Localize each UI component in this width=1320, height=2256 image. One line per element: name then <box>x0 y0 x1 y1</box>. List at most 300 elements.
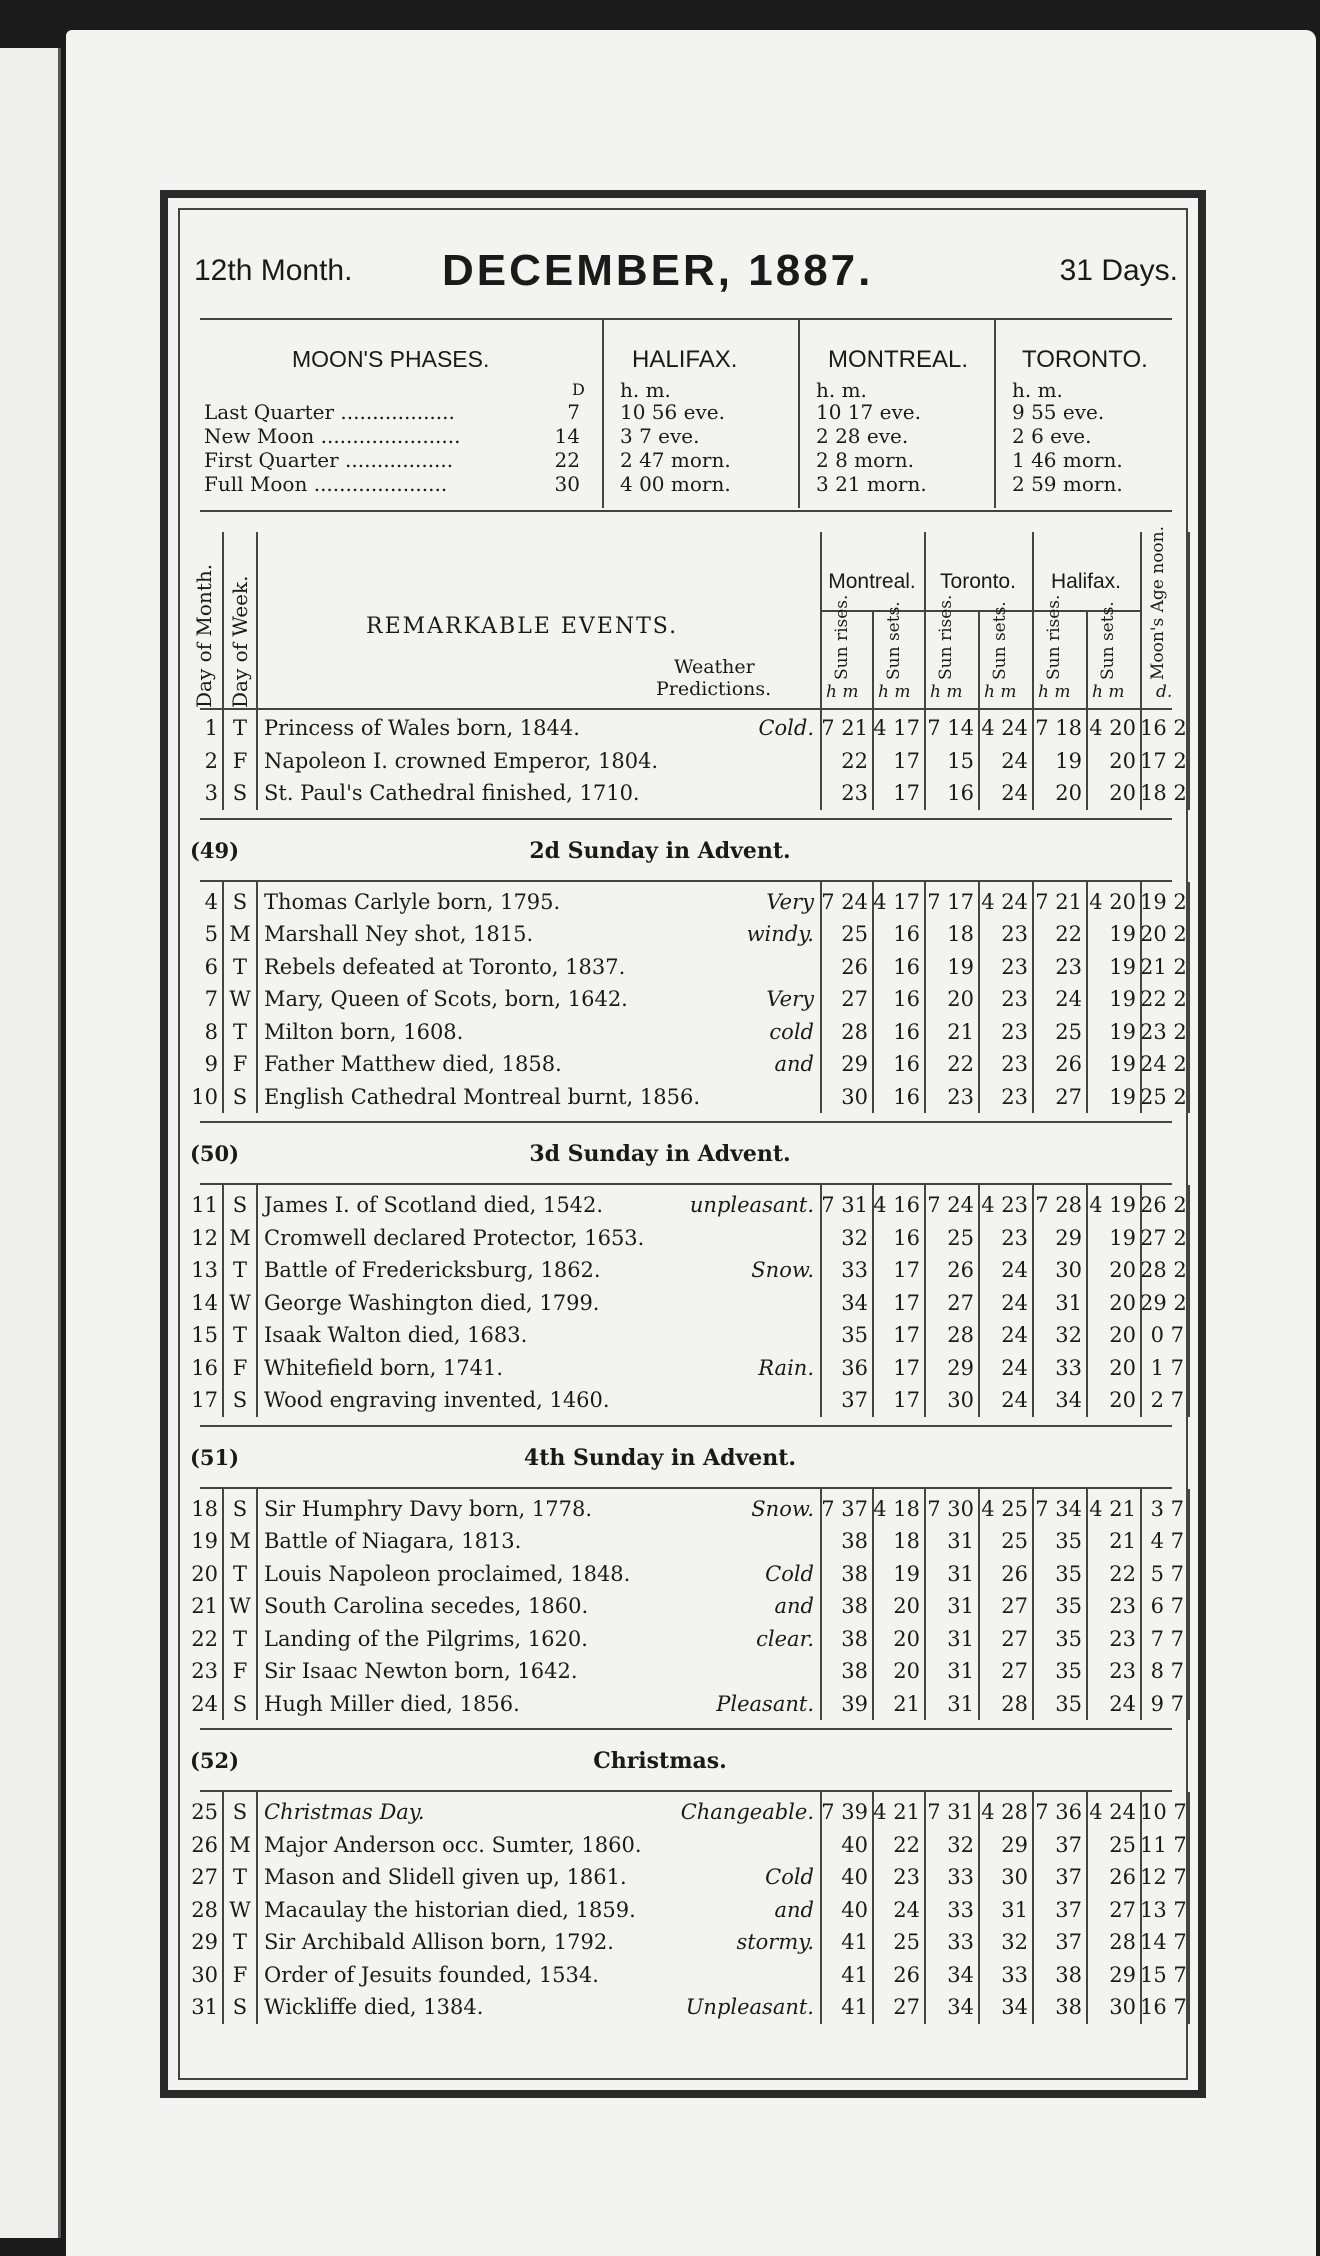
event-text: Rebels defeated at Toronto, 1837. <box>264 954 626 979</box>
page-title: DECEMBER, 1887. <box>442 246 874 295</box>
day-of-week: T <box>232 1865 247 1889</box>
time-cell-age: 26 2 <box>1140 1193 1187 1217</box>
table-row <box>180 1590 1196 1622</box>
time-cell-tr: 31 <box>947 1659 974 1683</box>
day-of-month: 28 <box>191 1897 218 1922</box>
row-col-line <box>1086 1489 1088 1721</box>
table-row <box>180 1959 1196 1991</box>
time-cell-mr: 7 37 <box>821 1496 868 1521</box>
time-cell-hs: 30 <box>1109 1995 1136 2019</box>
time-cell-ms: 16 <box>893 954 920 979</box>
time-cell-age: 28 2 <box>1140 1258 1187 1282</box>
time-cell-ms: 25 <box>893 1930 920 1954</box>
row-col-line <box>1032 1185 1034 1417</box>
row-col-line <box>924 1489 926 1721</box>
table-row <box>180 886 1196 918</box>
time-cell-mr: 27 <box>841 987 868 1011</box>
time-cell-hs: 19 <box>1109 1084 1136 1109</box>
time-cell-ts: 25 <box>1001 1529 1028 1553</box>
weather-prediction: Very <box>766 889 814 914</box>
sun-col-heading: Sun sets. <box>884 601 904 680</box>
time-cell-age: 6 7 <box>1150 1594 1184 1618</box>
time-cell-mr: 7 39 <box>821 1800 868 1824</box>
city-heading: Toronto. <box>940 570 1016 593</box>
day-of-week: M <box>229 1225 251 1250</box>
event-text: James I. of Scotland died, 1542. <box>264 1193 604 1217</box>
time-cell-hr: 35 <box>1055 1529 1082 1553</box>
time-cell-ms: 4 16 <box>873 1193 920 1217</box>
weather-prediction: Rain. <box>758 1355 814 1380</box>
week-number: (51) <box>190 1444 240 1470</box>
row-col-line <box>256 1489 258 1721</box>
time-cell-ts: 33 <box>1001 1962 1028 1987</box>
time-cell-hr: 7 34 <box>1035 1496 1082 1521</box>
day-of-week: W <box>229 1290 251 1315</box>
time-cell-age: 22 2 <box>1140 987 1187 1011</box>
table-row <box>180 1688 1196 1720</box>
weather-prediction: Cold. <box>758 716 814 740</box>
time-cell-mr: 35 <box>841 1323 868 1347</box>
row-col-line <box>872 1792 874 2024</box>
day-of-week-heading: Day of Week. <box>228 575 252 708</box>
moon-phases-heading: MOON'S PHASES. <box>292 346 490 372</box>
event-text: Christmas Day. <box>264 1800 425 1824</box>
weather-heading: Weather <box>674 656 755 678</box>
time-cell-mr: 25 <box>841 922 868 946</box>
time-cell-hr: 35 <box>1055 1594 1082 1618</box>
row-col-line <box>820 1185 822 1417</box>
table-row <box>180 1991 1196 2023</box>
week-divider <box>200 880 1172 882</box>
time-cell-hr: 22 <box>1055 922 1082 946</box>
week-divider <box>200 1425 1172 1427</box>
toronto-time: 2 6 eve. <box>1012 424 1092 448</box>
time-cell-age: 11 7 <box>1140 1832 1187 1857</box>
event-text: Macaulay the historian died, 1859. <box>264 1897 636 1922</box>
time-cell-tr: 22 <box>947 1052 974 1076</box>
day-of-month: 5 <box>204 922 218 946</box>
time-cell-mr: 28 <box>841 1019 868 1044</box>
time-cell-mr: 40 <box>841 1832 868 1857</box>
row-col-line <box>872 1489 874 1721</box>
time-cell-ms: 20 <box>893 1626 920 1651</box>
day-of-month: 14 <box>191 1290 218 1315</box>
time-cell-tr: 7 30 <box>927 1496 974 1521</box>
time-cell-ms: 17 <box>893 1355 920 1380</box>
day-of-week: F <box>232 748 248 773</box>
time-cell-ts: 23 <box>1001 1052 1028 1076</box>
event-text: Mary, Queen of Scots, born, 1642. <box>264 987 628 1011</box>
day-of-week: T <box>232 1258 247 1282</box>
time-cell-age: 3 7 <box>1150 1496 1184 1521</box>
day-of-week: F <box>232 1962 248 1987</box>
row-col-line <box>924 882 926 1114</box>
time-cell-hs: 29 <box>1109 1962 1136 1987</box>
time-cell-hr: 38 <box>1055 1995 1082 2019</box>
toronto-hm: h. m. <box>1012 378 1063 402</box>
phase-name: New Moon ...................... <box>204 424 461 448</box>
row-col-line <box>978 708 980 810</box>
time-cell-ts: 4 24 <box>981 716 1028 740</box>
table-row <box>180 918 1196 950</box>
time-cell-ms: 17 <box>893 1388 920 1412</box>
time-cell-hs: 22 <box>1109 1561 1136 1586</box>
time-cell-ms: 19 <box>893 1561 920 1586</box>
time-cell-ms: 23 <box>893 1865 920 1889</box>
time-cell-hs: 23 <box>1109 1594 1136 1618</box>
halifax-time: 10 56 eve. <box>620 400 725 424</box>
time-cell-tr: 29 <box>947 1355 974 1380</box>
table-row <box>180 1016 1196 1048</box>
time-cell-tr: 23 <box>947 1084 974 1109</box>
time-cell-tr: 30 <box>947 1388 974 1412</box>
time-cell-hs: 20 <box>1109 1355 1136 1380</box>
event-text: Order of Jesuits founded, 1534. <box>264 1962 599 1987</box>
day-of-week: M <box>229 1832 251 1857</box>
time-cell-ms: 4 17 <box>873 889 920 914</box>
row-col-line <box>924 1792 926 2024</box>
phase-day: 30 <box>554 472 580 496</box>
time-cell-tr: 20 <box>947 987 974 1011</box>
time-cell-age: 5 7 <box>1150 1561 1184 1586</box>
time-cell-ms: 16 <box>893 1052 920 1076</box>
phase-day-label: D <box>572 380 585 399</box>
phases-divider-2 <box>798 320 800 508</box>
day-of-month: 1 <box>204 716 218 740</box>
day-of-week: S <box>232 1388 248 1412</box>
event-text: Wickliffe died, 1384. <box>264 1995 484 2019</box>
time-cell-mr: 34 <box>841 1290 868 1315</box>
time-cell-age: 21 2 <box>1140 954 1187 979</box>
week-divider <box>200 818 1172 820</box>
time-cell-hr: 37 <box>1055 1865 1082 1889</box>
time-cell-ts: 31 <box>1001 1897 1028 1922</box>
time-cell-ms: 27 <box>893 1995 920 2019</box>
time-cell-hr: 27 <box>1055 1084 1082 1109</box>
time-cell-mr: 40 <box>841 1897 868 1922</box>
time-cell-ts: 23 <box>1001 954 1028 979</box>
time-cell-hs: 19 <box>1109 987 1136 1011</box>
day-of-week: S <box>232 1800 248 1824</box>
event-text: South Carolina secedes, 1860. <box>264 1594 589 1618</box>
weather-prediction: windy. <box>746 922 814 946</box>
sun-col-heading: Sun sets. <box>990 601 1010 680</box>
time-cell-hs: 28 <box>1109 1930 1136 1954</box>
time-cell-hs: 23 <box>1109 1659 1136 1683</box>
table-row <box>180 1796 1196 1828</box>
time-cell-ts: 24 <box>1001 781 1028 805</box>
weather-prediction: cold <box>769 1019 814 1044</box>
time-cell-mr: 41 <box>841 1930 868 1954</box>
time-cell-hs: 4 20 <box>1089 889 1136 914</box>
day-of-week: T <box>232 1930 247 1954</box>
time-cell-ts: 4 23 <box>981 1193 1028 1217</box>
time-cell-ts: 24 <box>1001 1290 1028 1315</box>
time-cell-age: 2 7 <box>1150 1388 1184 1412</box>
time-cell-ms: 24 <box>893 1897 920 1922</box>
time-cell-mr: 32 <box>841 1225 868 1250</box>
table-row <box>180 1319 1196 1351</box>
weather-prediction: stormy. <box>736 1930 814 1954</box>
week-divider <box>200 1487 1172 1489</box>
weather-prediction: Snow. <box>751 1496 814 1521</box>
halifax-heading: HALIFAX. <box>632 346 738 373</box>
row-col-line <box>1188 1792 1190 2024</box>
week-divider <box>200 1183 1172 1185</box>
hm-label: h m <box>984 682 1017 702</box>
table-row <box>180 1384 1196 1416</box>
row-col-line <box>820 1489 822 1721</box>
day-of-week: S <box>232 889 248 914</box>
time-cell-age: 19 2 <box>1140 889 1187 914</box>
event-text: Sir Archibald Allison born, 1792. <box>264 1930 614 1954</box>
calendar-frame <box>160 190 1206 2098</box>
row-col-line <box>1188 1489 1190 1721</box>
time-cell-hs: 4 24 <box>1089 1800 1136 1824</box>
event-text: Hugh Miller died, 1856. <box>264 1691 520 1716</box>
weather-prediction: and <box>774 1897 814 1922</box>
event-text: Isaak Walton died, 1683. <box>264 1323 528 1347</box>
row-col-line <box>222 1489 224 1721</box>
sun-col-heading: Sun rises. <box>1044 594 1064 680</box>
time-cell-tr: 7 17 <box>927 889 974 914</box>
row-col-line <box>872 1185 874 1417</box>
day-of-month: 3 <box>204 781 218 805</box>
event-text: Thomas Carlyle born, 1795. <box>264 889 561 914</box>
time-cell-hr: 35 <box>1055 1626 1082 1651</box>
montreal-time: 3 21 morn. <box>816 472 927 496</box>
time-cell-age: 17 2 <box>1140 748 1187 773</box>
time-cell-tr: 31 <box>947 1626 974 1651</box>
time-cell-ms: 16 <box>893 922 920 946</box>
table-row <box>180 1189 1196 1221</box>
calendar-inner-border <box>178 208 1188 2080</box>
time-cell-mr: 41 <box>841 1962 868 1987</box>
time-cell-ms: 17 <box>893 1258 920 1282</box>
table-row <box>180 745 1196 777</box>
day-of-week: M <box>229 922 251 946</box>
row-col-line <box>978 882 980 1114</box>
time-cell-ms: 16 <box>893 1084 920 1109</box>
time-cell-ms: 17 <box>893 1323 920 1347</box>
time-cell-ms: 20 <box>893 1594 920 1618</box>
day-of-month: 7 <box>204 987 218 1011</box>
time-cell-age: 15 7 <box>1140 1962 1187 1987</box>
time-cell-hr: 20 <box>1055 781 1082 805</box>
time-cell-hr: 26 <box>1055 1052 1082 1076</box>
time-cell-hs: 20 <box>1109 781 1136 805</box>
row-col-line <box>1032 882 1034 1114</box>
time-cell-tr: 28 <box>947 1323 974 1347</box>
time-cell-tr: 18 <box>947 922 974 946</box>
time-cell-mr: 38 <box>841 1626 868 1651</box>
table-row <box>180 1287 1196 1319</box>
row-col-line <box>1086 1792 1088 2024</box>
row-col-line <box>1140 708 1142 810</box>
row-col-line <box>1188 1185 1190 1417</box>
row-col-line <box>978 1185 980 1417</box>
time-cell-age: 14 7 <box>1140 1930 1187 1954</box>
day-of-week: M <box>229 1529 251 1553</box>
day-of-month: 23 <box>191 1659 218 1683</box>
time-cell-tr: 33 <box>947 1930 974 1954</box>
time-cell-ts: 23 <box>1001 1084 1028 1109</box>
time-cell-ts: 4 24 <box>981 889 1028 914</box>
table-row <box>180 1655 1196 1687</box>
sun-col-line <box>872 612 874 708</box>
event-text: Landing of the Pilgrims, 1620. <box>264 1626 588 1651</box>
phases-bottom-divider <box>200 510 1172 512</box>
time-cell-age: 16 7 <box>1140 1995 1187 2019</box>
time-cell-age: 8 7 <box>1150 1659 1184 1683</box>
day-of-week: S <box>232 1691 248 1716</box>
day-of-week: T <box>232 1323 247 1347</box>
row-col-line <box>820 882 822 1114</box>
time-cell-ts: 29 <box>1001 1832 1028 1857</box>
time-cell-hr: 29 <box>1055 1225 1082 1250</box>
table-row <box>180 1081 1196 1113</box>
time-cell-hr: 25 <box>1055 1019 1082 1044</box>
time-cell-tr: 26 <box>947 1258 974 1282</box>
day-of-week: T <box>232 716 247 740</box>
day-of-month: 12 <box>191 1225 218 1250</box>
table-row <box>180 1352 1196 1384</box>
toronto-time: 1 46 morn. <box>1012 448 1123 472</box>
time-cell-tr: 7 31 <box>927 1800 974 1824</box>
time-cell-mr: 37 <box>841 1388 868 1412</box>
sunday-heading: 4th Sunday in Advent. <box>523 1444 797 1471</box>
event-text: Wood engraving invented, 1460. <box>264 1388 610 1412</box>
time-cell-hs: 21 <box>1109 1529 1136 1553</box>
day-of-week: S <box>232 1193 248 1217</box>
time-cell-hr: 7 28 <box>1035 1193 1082 1217</box>
city-heading: Montreal. <box>828 570 916 593</box>
time-cell-age: 25 2 <box>1140 1084 1187 1109</box>
time-cell-ts: 23 <box>1001 1019 1028 1044</box>
weather-prediction: Changeable. <box>680 1800 814 1824</box>
week-divider <box>200 1790 1172 1792</box>
weather-prediction: and <box>774 1594 814 1618</box>
time-cell-ms: 22 <box>893 1832 920 1857</box>
time-cell-age: 24 2 <box>1140 1052 1187 1076</box>
row-col-line <box>1032 1792 1034 2024</box>
table-row <box>180 1493 1196 1525</box>
time-cell-mr: 23 <box>841 781 868 805</box>
predictions-heading: Predictions. <box>656 678 772 700</box>
time-cell-hs: 23 <box>1109 1626 1136 1651</box>
hm-label: h m <box>1038 682 1071 702</box>
time-cell-ms: 4 17 <box>873 716 920 740</box>
table-row <box>180 1894 1196 1926</box>
row-col-line <box>978 1792 980 2024</box>
time-cell-hr: 33 <box>1055 1355 1082 1380</box>
table-row <box>180 1254 1196 1286</box>
time-cell-ts: 4 28 <box>981 1800 1028 1824</box>
event-text: Father Matthew died, 1858. <box>264 1052 562 1076</box>
time-cell-ts: 24 <box>1001 1258 1028 1282</box>
head-col-line-2 <box>256 532 258 708</box>
time-cell-hs: 4 20 <box>1089 716 1136 740</box>
day-of-week: S <box>232 1084 248 1109</box>
time-cell-age: 23 2 <box>1140 1019 1187 1044</box>
time-cell-ts: 24 <box>1001 1323 1028 1347</box>
row-col-line <box>1032 708 1034 810</box>
event-text: Milton born, 1608. <box>264 1019 464 1044</box>
time-cell-ms: 20 <box>893 1659 920 1683</box>
row-col-line <box>1140 1185 1142 1417</box>
day-of-month: 30 <box>191 1962 218 1987</box>
time-cell-hr: 23 <box>1055 954 1082 979</box>
event-text: Princess of Wales born, 1844. <box>264 716 580 740</box>
row-col-line <box>820 1792 822 2024</box>
sun-col-line-end <box>1188 532 1190 708</box>
row-col-line <box>924 708 926 810</box>
day-of-month: 11 <box>191 1193 218 1217</box>
table-row <box>180 1829 1196 1861</box>
event-text: Sir Humphry Davy born, 1778. <box>264 1496 592 1521</box>
day-of-month: 27 <box>191 1865 218 1889</box>
event-text: St. Paul's Cathedral finished, 1710. <box>264 781 640 805</box>
halifax-hm: h. m. <box>620 378 671 402</box>
day-of-month: 16 <box>191 1355 218 1380</box>
table-row <box>180 1558 1196 1590</box>
table-row <box>180 1623 1196 1655</box>
row-col-line <box>222 1792 224 2024</box>
event-text: Mason and Slidell given up, 1861. <box>264 1865 627 1889</box>
row-col-line <box>924 1185 926 1417</box>
montreal-hm: h. m. <box>816 378 867 402</box>
time-cell-ms: 16 <box>893 1019 920 1044</box>
time-cell-ms: 4 21 <box>873 1800 920 1824</box>
row-col-line <box>256 1792 258 2024</box>
day-of-week: W <box>229 1897 251 1922</box>
weather-prediction: Cold <box>765 1561 814 1586</box>
table-row <box>180 1861 1196 1893</box>
row-col-line <box>222 708 224 810</box>
time-cell-tr: 33 <box>947 1865 974 1889</box>
event-text: George Washington died, 1799. <box>264 1290 600 1315</box>
table-row <box>180 712 1196 744</box>
day-of-month: 10 <box>191 1084 218 1109</box>
time-cell-hs: 19 <box>1109 1019 1136 1044</box>
time-cell-hs: 26 <box>1109 1865 1136 1889</box>
time-cell-ms: 26 <box>893 1962 920 1987</box>
time-cell-hs: 20 <box>1109 1290 1136 1315</box>
day-of-week: S <box>232 1496 248 1521</box>
time-cell-mr: 40 <box>841 1865 868 1889</box>
table-row <box>180 951 1196 983</box>
row-col-line <box>1086 882 1088 1114</box>
day-of-month: 25 <box>191 1800 218 1824</box>
moon-age-heading: Moon's Age noon. <box>1148 525 1168 680</box>
event-text: Whitefield born, 1741. <box>264 1355 504 1380</box>
time-cell-mr: 38 <box>841 1529 868 1553</box>
sun-col-line <box>1140 532 1142 708</box>
sun-col-line <box>924 532 926 708</box>
sun-col-heading: Sun rises. <box>832 594 852 680</box>
week-divider <box>200 1728 1172 1730</box>
time-cell-mr: 26 <box>841 954 868 979</box>
day-of-week: F <box>232 1659 248 1683</box>
time-cell-age: 20 2 <box>1140 922 1187 946</box>
time-cell-hs: 19 <box>1109 922 1136 946</box>
phase-day: 14 <box>554 424 580 448</box>
row-col-line <box>1188 708 1190 810</box>
left-page-edge <box>0 48 61 2238</box>
time-cell-ts: 27 <box>1001 1594 1028 1618</box>
sun-col-line <box>820 532 822 708</box>
phase-name: First Quarter ................. <box>204 448 454 472</box>
